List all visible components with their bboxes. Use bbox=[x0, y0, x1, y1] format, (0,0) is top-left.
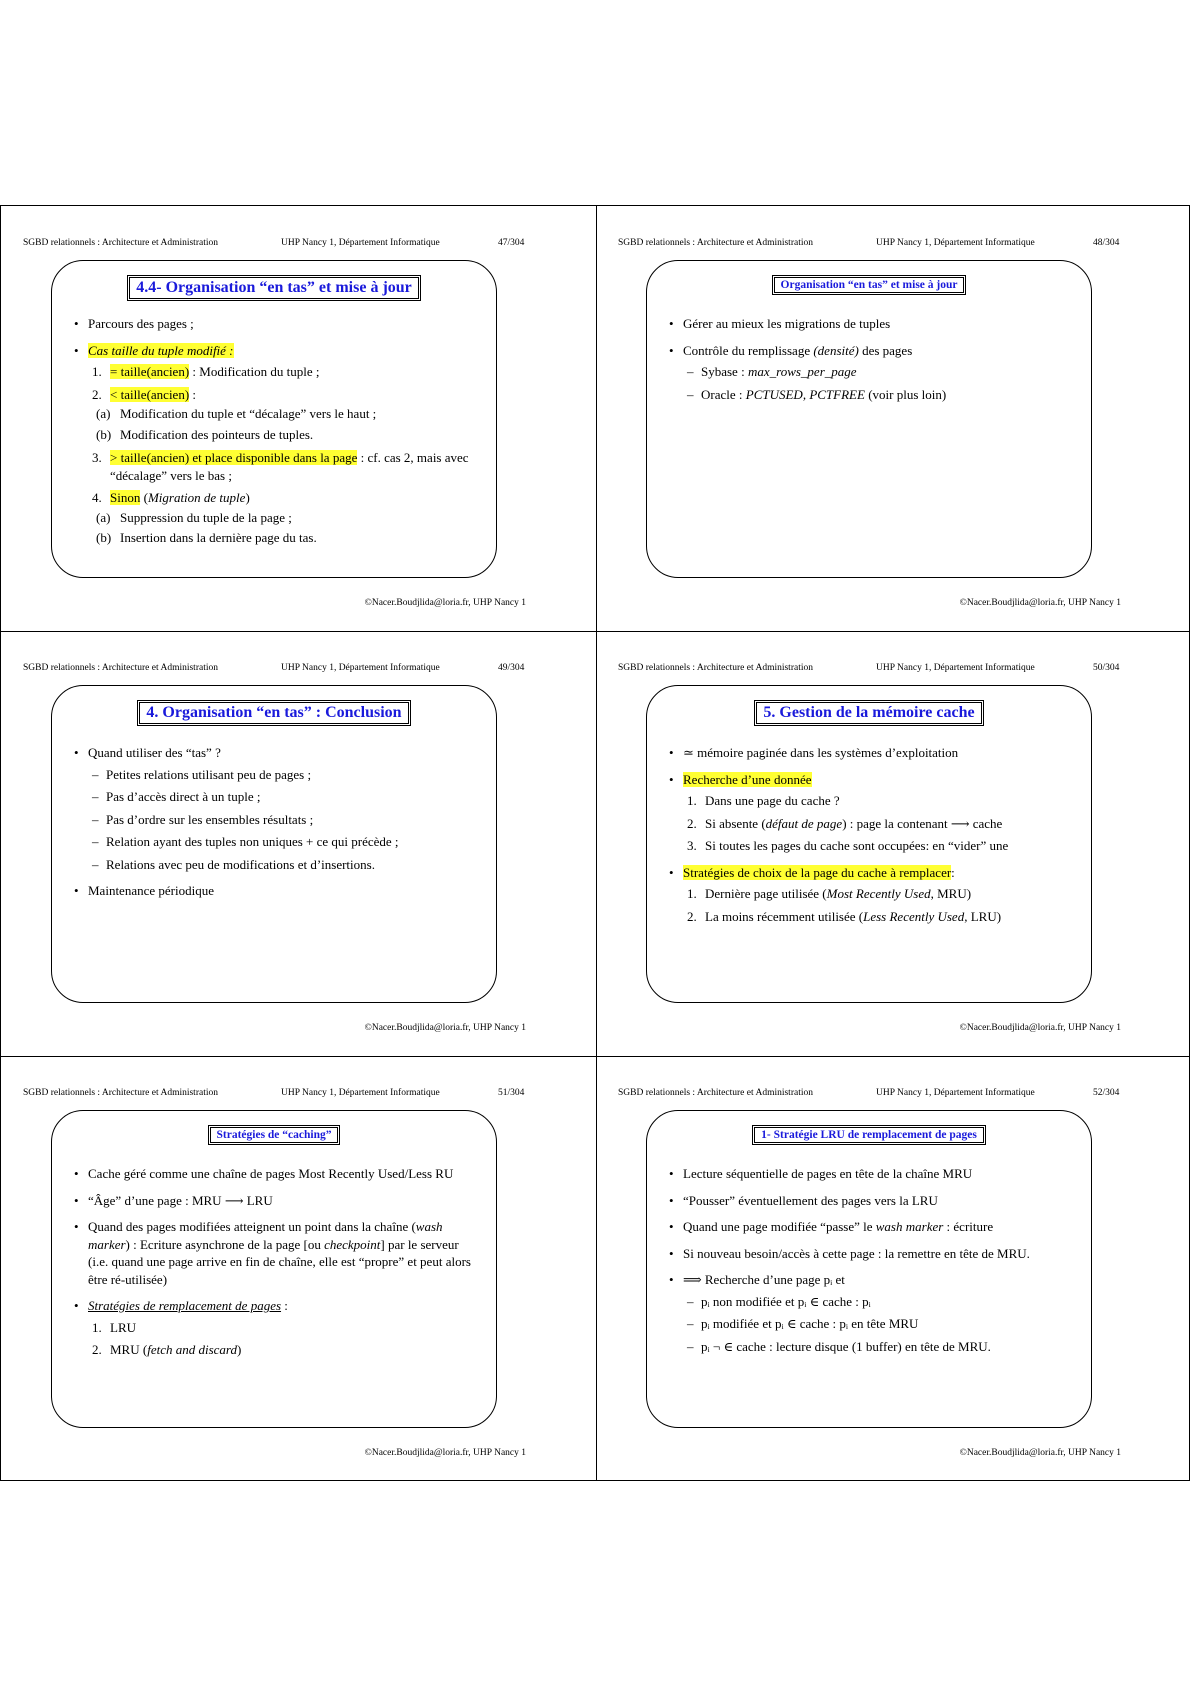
numbered-item: 2. La moins récemment utilisée (Less Recently Used, LRU) bbox=[687, 908, 1002, 924]
numbered-item: 2. MRU (fetch and discard) bbox=[92, 1342, 242, 1358]
slide-footer: ©Nacer.Boudjlida@loria.fr, UHP Nancy 1 bbox=[959, 1023, 1121, 1033]
slide-50 bbox=[596, 631, 1190, 1056]
slide-body bbox=[669, 744, 1071, 930]
page-number: 50/304 bbox=[1093, 663, 1120, 673]
institution: UHP Nancy 1, Département Informatique bbox=[876, 663, 1035, 673]
dash-item: – Sybase : max_rows_per_page bbox=[669, 363, 1071, 381]
bullet: • Recherche d’une donnée bbox=[669, 771, 1071, 789]
slide-header bbox=[23, 1088, 526, 1102]
slide-49 bbox=[1, 631, 596, 1056]
slide-header bbox=[23, 663, 526, 677]
page-number: 52/304 bbox=[1093, 1088, 1120, 1098]
slide-footer: ©Nacer.Boudjlida@loria.fr, UHP Nancy 1 bbox=[959, 598, 1121, 608]
slide-frame bbox=[51, 1110, 497, 1428]
numbered-item: 1. Dans une page du cache ? bbox=[687, 793, 840, 809]
slide-47 bbox=[1, 206, 596, 631]
slide-body bbox=[669, 1165, 1071, 1360]
slide-footer: ©Nacer.Boudjlida@loria.fr, UHP Nancy 1 bbox=[364, 1023, 526, 1033]
bullet: • Si nouveau besoin/accès à cette page : la remettre en tête de MRU. bbox=[669, 1245, 1071, 1263]
bullet: • Stratégies de choix de la page du cache à remplacer: bbox=[669, 864, 1071, 882]
bullet: • Contrôle du remplissage (densité) des pages bbox=[669, 342, 1071, 360]
slide-header bbox=[23, 238, 526, 252]
page-number: 47/304 bbox=[498, 238, 525, 248]
bullet: • Quand des pages modifiées atteignent un point dans la chaîne (wash marker) : Ecriture asynchrone de la page [ou checkpoint] par le serveur (i.e. quand une page arrive en fin de chaîne, elle est “propre” et peut alors être ré-utilisée) bbox=[74, 1218, 476, 1288]
numbered-item: 2. < taille(ancien) : bbox=[92, 386, 197, 402]
numbered-item: 1. LRU bbox=[92, 1319, 136, 1335]
slide-header bbox=[618, 1088, 1121, 1102]
slide-footer: ©Nacer.Boudjlida@loria.fr, UHP Nancy 1 bbox=[364, 598, 526, 608]
sub-item: (a) Suppression du tuple de la page ; bbox=[96, 509, 292, 525]
dash-item: – pᵢ modifiée et pᵢ ∈ cache : pᵢ en tête MRU bbox=[669, 1315, 1071, 1333]
bullet: • ≃ mémoire paginée dans les systèmes d’exploitation bbox=[669, 744, 1071, 762]
slide-title: Organisation “en tas” et mise à jour bbox=[647, 275, 1091, 295]
course-title: SGBD relationnels : Architecture et Administration bbox=[23, 1088, 218, 1098]
dash-item: – Pas d’ordre sur les ensembles résultats ; bbox=[74, 811, 476, 829]
bullet: • Cas taille du tuple modifié : bbox=[74, 342, 476, 360]
numbered-item: 3. Si toutes les pages du cache sont occupées: en “vider” une bbox=[687, 838, 1009, 854]
course-title: SGBD relationnels : Architecture et Administration bbox=[618, 238, 813, 248]
numbered-item: 3. > taille(ancien) et place disponible dans la page : cf. cas 2, mais avec “décalage” vers le bas ; bbox=[92, 450, 469, 483]
dash-item: – pᵢ non modifiée et pᵢ ∈ cache : pᵢ bbox=[669, 1293, 1071, 1311]
bullet: • “Pousser” éventuellement des pages vers la LRU bbox=[669, 1192, 1071, 1210]
bullet: • Gérer au mieux les migrations de tuples bbox=[669, 315, 1071, 333]
institution: UHP Nancy 1, Département Informatique bbox=[281, 1088, 440, 1098]
dash-item: – Relation ayant des tuples non uniques + ce qui précède ; bbox=[74, 833, 476, 851]
slide-title: Stratégies de “caching” bbox=[52, 1125, 496, 1145]
institution: UHP Nancy 1, Département Informatique bbox=[281, 663, 440, 673]
bullet: • Cache géré comme une chaîne de pages Most Recently Used/Less RU bbox=[74, 1165, 476, 1183]
bullet: • Stratégies de remplacement de pages : bbox=[74, 1297, 476, 1315]
slide-body bbox=[669, 315, 1071, 408]
slide-header bbox=[618, 663, 1121, 677]
numbered-item: 1. Dernière page utilisée (Most Recently Used, MRU) bbox=[687, 886, 972, 902]
dash-item: – pᵢ ¬ ∈ cache : lecture disque (1 buffer) en tête de MRU. bbox=[669, 1338, 1071, 1356]
slide-title: 1- Stratégie LRU de remplacement de pages bbox=[647, 1125, 1091, 1145]
bullet: • Quand une page modifiée “passe” le wash marker : écriture bbox=[669, 1218, 1071, 1236]
bullet: • ⟹ Recherche d’une page pᵢ et bbox=[669, 1271, 1071, 1289]
slide-title: 5. Gestion de la mémoire cache bbox=[647, 700, 1091, 726]
sub-item: (b) Modification des pointeurs de tuples. bbox=[96, 426, 314, 442]
slide-header bbox=[618, 238, 1121, 252]
institution: UHP Nancy 1, Département Informatique bbox=[876, 238, 1035, 248]
slide-51 bbox=[1, 1056, 596, 1481]
bullet: • Parcours des pages ; bbox=[74, 315, 476, 333]
course-title: SGBD relationnels : Architecture et Administration bbox=[23, 663, 218, 673]
slide-body bbox=[74, 744, 476, 909]
bullet: • Lecture séquentielle de pages en tête de la chaîne MRU bbox=[669, 1165, 1071, 1183]
sub-item: (a) Modification du tuple et “décalage” vers le haut ; bbox=[96, 406, 377, 422]
bullet: • Maintenance périodique bbox=[74, 882, 476, 900]
dash-item: – Pas d’accès direct à un tuple ; bbox=[74, 788, 476, 806]
slide-title: 4. Organisation “en tas” : Conclusion bbox=[52, 700, 496, 726]
institution: UHP Nancy 1, Département Informatique bbox=[876, 1088, 1035, 1098]
bullet: • Quand utiliser des “tas” ? bbox=[74, 744, 476, 762]
course-title: SGBD relationnels : Architecture et Administration bbox=[618, 663, 813, 673]
course-title: SGBD relationnels : Architecture et Administration bbox=[618, 1088, 813, 1098]
numbered-item: 4. Sinon (Migration de tuple) bbox=[92, 490, 250, 506]
page-number: 51/304 bbox=[498, 1088, 525, 1098]
slide-body bbox=[74, 315, 476, 550]
numbered-item: 1. = taille(ancien) : Modification du tuple ; bbox=[92, 364, 320, 380]
course-title: SGBD relationnels : Architecture et Administration bbox=[23, 238, 218, 248]
slide-footer: ©Nacer.Boudjlida@loria.fr, UHP Nancy 1 bbox=[959, 1448, 1121, 1458]
slide-footer: ©Nacer.Boudjlida@loria.fr, UHP Nancy 1 bbox=[364, 1448, 526, 1458]
slide-52 bbox=[596, 1056, 1190, 1481]
slide-title: 4.4- Organisation “en tas” et mise à jour bbox=[52, 275, 496, 301]
dash-item: – Relations avec peu de modifications et d’insertions. bbox=[74, 856, 476, 874]
slide-frame bbox=[646, 260, 1092, 578]
bullet: • “Âge” d’une page : MRU ⟶ LRU bbox=[74, 1192, 476, 1210]
page-number: 49/304 bbox=[498, 663, 525, 673]
numbered-item: 2. Si absente (défaut de page) : page la contenant ⟶ cache bbox=[687, 815, 1003, 831]
slide-frame bbox=[646, 685, 1092, 1003]
institution: UHP Nancy 1, Département Informatique bbox=[281, 238, 440, 248]
handout-sheet bbox=[0, 205, 1190, 1481]
slide-frame bbox=[646, 1110, 1092, 1428]
page-number: 48/304 bbox=[1093, 238, 1120, 248]
slide-48 bbox=[596, 206, 1190, 631]
slide-frame bbox=[51, 260, 497, 578]
dash-item: – Petites relations utilisant peu de pages ; bbox=[74, 766, 476, 784]
dash-item: – Oracle : PCTUSED, PCTFREE (voir plus loin) bbox=[669, 386, 1071, 404]
sub-item: (b) Insertion dans la dernière page du tas. bbox=[96, 530, 317, 546]
slide-frame bbox=[51, 685, 497, 1003]
slide-body bbox=[74, 1165, 476, 1364]
